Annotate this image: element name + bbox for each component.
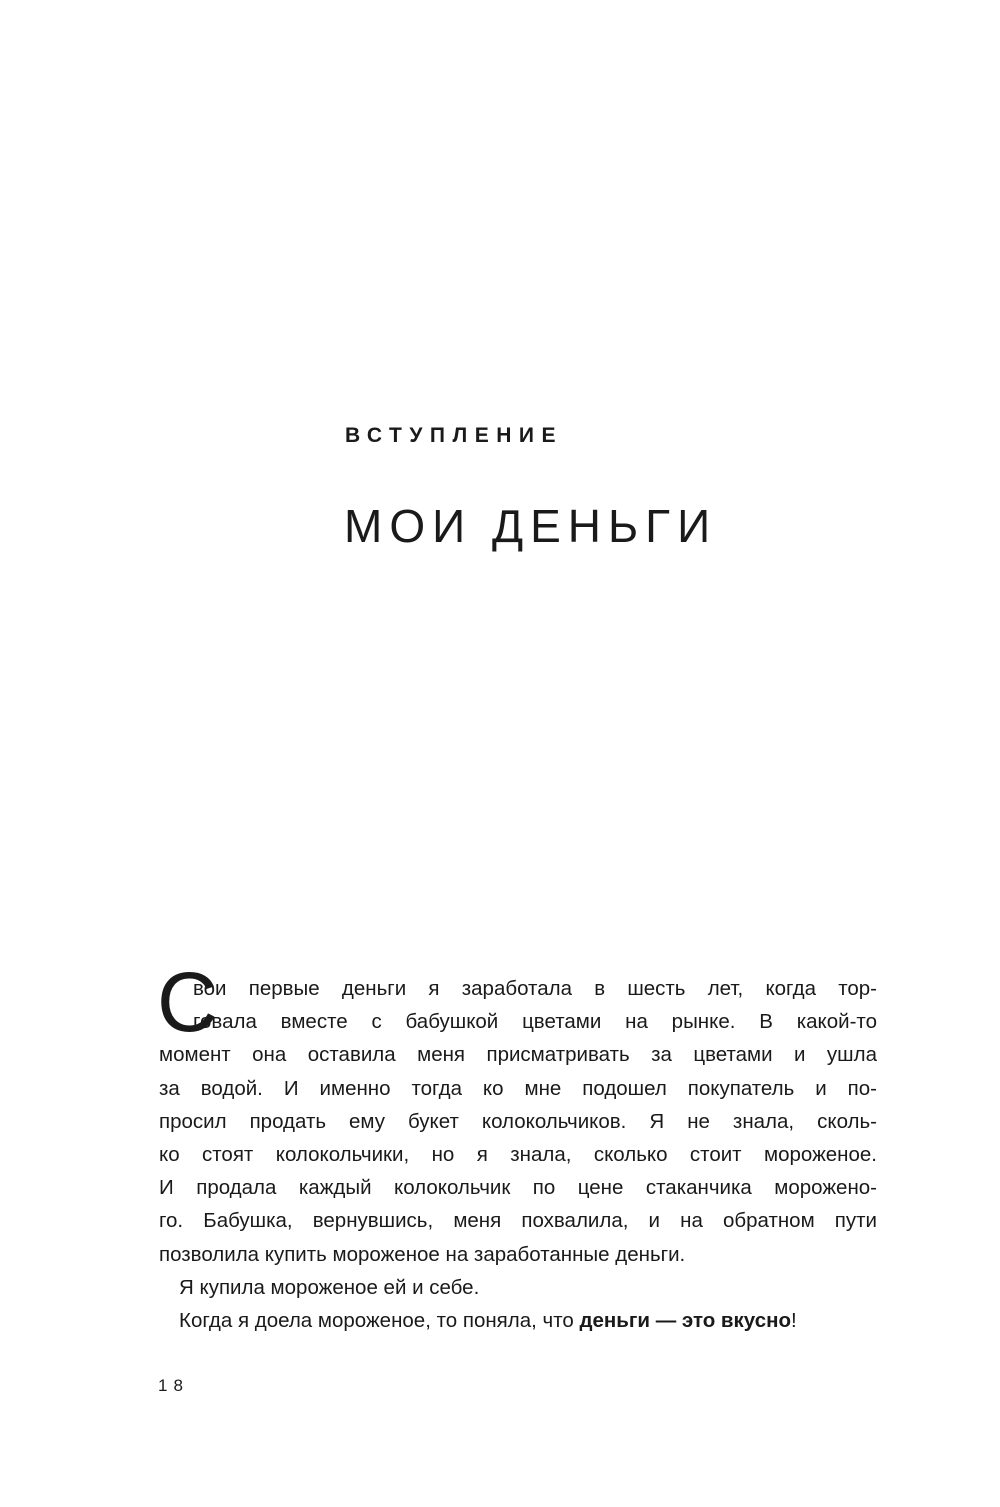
body-line-8: го. Бабушка, вернувшись, меня похвалила, и на обратном пути [159,1209,877,1233]
page-number: 18 [158,1376,189,1395]
paragraph-2: Я купила мороженое ей и себе. [179,1275,480,1299]
paragraph-3-start: Когда я доела мороженое, то поняла, что [179,1308,580,1332]
body-line-3: момент она оставила меня присматривать за цветами и ушла [159,1043,877,1067]
drop-cap: С [157,955,218,1049]
body-line-1: вои первые деньги я заработала в шесть лет, когда тор- [193,977,877,1000]
body-line-5: просил продать ему букет колокольчиков. Я не знала, сколь- [159,1109,877,1133]
paragraph-3-bold: деньги — это вкусно [579,1308,791,1332]
body-line-6: ко стоят колокольчики, но я знала, сколько стоит мороженое. [159,1142,877,1166]
chapter-title: МОИ ДЕНЬГИ [344,500,718,552]
body-line-9: позволила купить мороженое на заработанные деньги. [159,1242,686,1266]
body-line-4: за водой. И именно тогда ко мне подошел покупатель и по- [159,1076,877,1100]
paragraph-3 [159,1304,877,1337]
body-line-2: говала вместе с бабушкой цветами на рынке. В какой-то [193,1010,877,1034]
paragraph-3-end: ! [791,1308,797,1332]
body-text [159,972,877,1337]
chapter-label: ВСТУПЛЕНИЕ [345,424,564,447]
body-line-7: И продала каждый колокольчик по цене стаканчика морожено- [159,1176,877,1200]
